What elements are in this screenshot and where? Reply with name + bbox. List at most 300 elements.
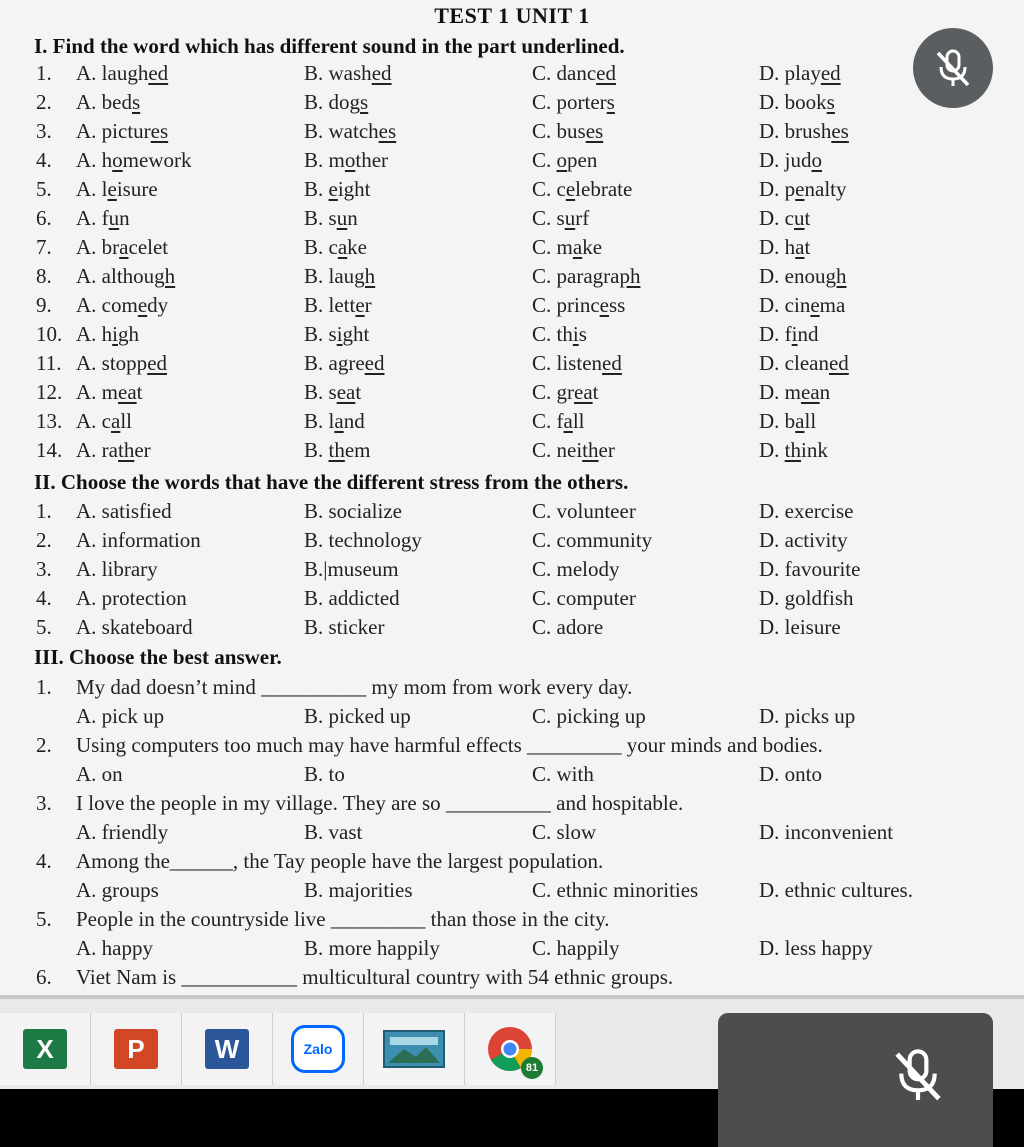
options-row [0, 936, 1024, 964]
underlined-part: i [572, 322, 579, 346]
answer-option [759, 177, 847, 202]
option-letter: C. [532, 177, 552, 201]
answer-option: D. inconvenient [759, 820, 894, 844]
underlined-part: e [565, 177, 576, 201]
word-suffix: er [598, 438, 615, 462]
question-number: 1. [36, 499, 52, 523]
word-suffix: isure [116, 177, 158, 201]
option-letter: D. [759, 119, 780, 143]
word-suffix: ma [819, 293, 846, 317]
word-suffix: n [819, 380, 831, 404]
word-prefix: com [101, 293, 138, 317]
underlined-part: i [112, 322, 119, 346]
option-letter: D. [759, 148, 780, 172]
answer-option [304, 235, 367, 260]
option-letter: D. [759, 61, 780, 85]
excel-app-button[interactable] [0, 1013, 91, 1085]
question-row [0, 528, 1024, 556]
answer-option [532, 90, 615, 115]
answer-option: B. more happily [304, 936, 440, 960]
answer-option: A. pick up [76, 704, 165, 728]
question-number: 7. [36, 235, 52, 259]
answer-option: D. goldfish [759, 586, 854, 610]
underlined-part: es [831, 119, 849, 143]
question-number: 9. [36, 293, 52, 317]
answer-option [759, 90, 835, 115]
word-prefix: stopp [101, 351, 148, 375]
answer-option [759, 264, 847, 289]
powerpoint-icon [114, 1029, 158, 1069]
option-letter: B. [304, 322, 324, 346]
word-app-button[interactable] [182, 1013, 273, 1085]
answer-option [304, 409, 365, 434]
question-text: Using computers too much may have harmful effects _________ your minds and bodies. [76, 733, 823, 757]
powerpoint-app-button[interactable] [91, 1013, 182, 1085]
word-prefix: s [328, 206, 337, 230]
answer-option [532, 148, 597, 173]
answer-option [304, 90, 368, 115]
word-prefix: b [784, 409, 796, 433]
word-prefix: porter [556, 90, 607, 114]
word-suffix: ll [572, 409, 585, 433]
answer-option: D. favourite [759, 557, 861, 581]
option-letter: B. [304, 235, 324, 259]
underlined-part: ea [574, 380, 593, 404]
underlined-part: th [582, 438, 599, 462]
word-suffix: t [804, 206, 811, 230]
answer-option [76, 177, 158, 202]
word-prefix: c [556, 177, 566, 201]
word-prefix: l [101, 177, 108, 201]
answer-option: D. less happy [759, 936, 873, 960]
answer-option: B. majorities [304, 878, 413, 902]
answer-option [76, 264, 175, 289]
option-letter: D. [759, 409, 780, 433]
underlined-part: e [599, 293, 609, 317]
underlined-part: i [336, 322, 343, 346]
word-prefix: ra [101, 438, 118, 462]
zalo-app-button[interactable] [273, 1013, 364, 1085]
question-number: 10. [36, 322, 63, 346]
underlined-part: th [328, 438, 345, 462]
word-prefix: f [101, 206, 109, 230]
answer-option: C. computer [532, 586, 636, 610]
badge-count: 81 [525, 1062, 539, 1074]
underlined-part: e [355, 293, 365, 317]
answer-option [532, 351, 622, 376]
word-prefix: althou [101, 264, 155, 288]
answer-option: C. ethnic minorities [532, 878, 699, 902]
question-number: 2. [36, 528, 52, 552]
word-suffix: t [355, 380, 362, 404]
question-number: 5. [36, 907, 52, 931]
question-row [0, 409, 1024, 437]
option-letter: C. [532, 293, 552, 317]
word-prefix: enou [784, 264, 826, 288]
option-letter: A. [76, 351, 97, 375]
option-letter: A. [76, 90, 97, 114]
answer-option [76, 119, 168, 144]
underlined-part: u [564, 206, 576, 230]
answer-option [759, 293, 845, 318]
section-1-heading: I. Find the word which has different sound in the part underlined. [34, 34, 625, 58]
option-letter: C. [532, 61, 552, 85]
question-number: 4. [36, 148, 52, 172]
question-number: 5. [36, 615, 52, 639]
answer-option [304, 293, 372, 318]
answer-option [304, 322, 369, 347]
underlined-part: ph [619, 264, 641, 288]
word-prefix: c [784, 206, 794, 230]
word-prefix: bed [101, 90, 132, 114]
option-letter: C. [532, 438, 552, 462]
answer-option [759, 235, 810, 260]
answer-option [304, 148, 388, 173]
answer-option: C. with [532, 762, 594, 786]
answer-option [532, 206, 589, 231]
option-letter: D. [759, 293, 780, 317]
options-row [0, 878, 1024, 906]
word-prefix: h [101, 148, 113, 172]
question-row [0, 733, 1024, 761]
question-row [0, 965, 1024, 993]
question-row [0, 675, 1024, 703]
question-number: 4. [36, 586, 52, 610]
answer-option: D. ethnic cultures. [759, 878, 913, 902]
answer-option [759, 61, 841, 86]
word-prefix: brush [784, 119, 832, 143]
section-3-heading: III. Choose the best answer. [34, 645, 282, 669]
underlined-part: gh [354, 264, 376, 288]
word-prefix: c [101, 409, 111, 433]
option-letter: A. [76, 409, 97, 433]
answer-option [76, 148, 192, 173]
underlined-part: s [826, 90, 835, 114]
mic-overlay-panel[interactable] [718, 1013, 993, 1147]
answer-option [304, 351, 384, 376]
mic-off-icon [930, 45, 976, 91]
answer-option [304, 61, 392, 86]
answer-option: D. activity [759, 528, 848, 552]
underlined-part: s [606, 90, 615, 114]
answer-option [304, 438, 371, 463]
answer-option [76, 380, 143, 405]
underlined-part: a [111, 409, 121, 433]
underlined-part: o [811, 148, 823, 172]
option-letter: C. [532, 206, 552, 230]
question-number: 12. [36, 380, 63, 404]
answer-option: D. picks up [759, 704, 856, 728]
word-suffix: ink [801, 438, 828, 462]
answer-option [304, 119, 396, 144]
word-prefix: jud [784, 148, 812, 172]
question-text: People in the countryside live _________ than those in the city. [76, 907, 610, 931]
notification-badge [521, 1057, 543, 1079]
underlined-part: es [150, 119, 169, 143]
option-letter: D. [759, 438, 780, 462]
answer-option [759, 119, 849, 144]
option-letter: B. [304, 61, 324, 85]
underlined-part: s [360, 90, 369, 114]
option-letter: C. [532, 409, 552, 433]
option-letter: C. [532, 380, 552, 404]
option-letter: D. [759, 380, 780, 404]
word-suffix: er [134, 438, 151, 462]
answer-option: C. picking up [532, 704, 646, 728]
word-prefix: listen [556, 351, 603, 375]
option-letter: B. [304, 206, 324, 230]
answer-option: A. information [76, 528, 201, 552]
option-letter: C. [532, 90, 552, 114]
answer-option [76, 322, 139, 347]
answer-option [304, 264, 375, 289]
answer-option [759, 409, 816, 434]
word-suffix: ll [804, 409, 817, 433]
answer-option [759, 351, 849, 376]
underlined-part: a [119, 235, 129, 259]
answer-option: B. addicted [304, 586, 400, 610]
answer-option: B. picked up [304, 704, 411, 728]
question-number: 6. [36, 206, 52, 230]
question-number: 8. [36, 264, 52, 288]
answer-option: A. groups [76, 878, 159, 902]
option-letter: B. [304, 264, 324, 288]
option-letter: C. [532, 119, 552, 143]
question-number: 1. [36, 61, 52, 85]
answer-option [76, 90, 140, 115]
answer-option: C. melody [532, 557, 620, 581]
underlined-part: es [378, 119, 397, 143]
answer-option: D. leisure [759, 615, 841, 639]
word-prefix: dog [328, 90, 361, 114]
answer-option: C. happily [532, 936, 620, 960]
underlined-part: ed [820, 61, 841, 85]
option-letter: C. [532, 351, 552, 375]
question-number: 3. [36, 557, 52, 581]
word-suffix: ght [342, 322, 370, 346]
word-prefix: princ [556, 293, 600, 317]
underlined-part: ed [371, 61, 392, 85]
zalo-icon [291, 1025, 345, 1073]
option-letter: B. [304, 90, 324, 114]
word-suffix: s [578, 322, 587, 346]
question-number: 3. [36, 791, 52, 815]
question-text: Viet Nam is ___________ multicultural country with 54 ethnic groups. [76, 965, 674, 989]
options-row [0, 820, 1024, 848]
option-letter: D. [759, 206, 780, 230]
muted-mic-button[interactable] [913, 28, 993, 108]
option-letter: A. [76, 61, 97, 85]
word-prefix: br [101, 235, 120, 259]
word-prefix: h [101, 322, 113, 346]
question-row [0, 264, 1024, 292]
answer-option: C. slow [532, 820, 597, 844]
answer-option: C. volunteer [532, 499, 636, 523]
word-prefix: nei [556, 438, 583, 462]
underlined-part: e [137, 293, 148, 317]
question-number: 4. [36, 849, 52, 873]
option-letter: A. [76, 177, 97, 201]
underlined-part: i [791, 322, 798, 346]
question-text: My dad doesn’t mind __________ my mom from work every day. [76, 675, 633, 699]
answer-option: B.|museum [304, 557, 399, 581]
underlined-part: e [107, 177, 117, 201]
answer-option: B. vast [304, 820, 363, 844]
word-prefix: p [784, 177, 796, 201]
answer-option: A. happy [76, 936, 153, 960]
underlined-part: e [328, 177, 338, 201]
option-letter: D. [759, 177, 780, 201]
answer-option: B. to [304, 762, 345, 786]
option-letter: A. [76, 264, 97, 288]
question-number: 14. [36, 438, 63, 462]
underlined-part: u [794, 206, 805, 230]
word-suffix: gh [118, 322, 140, 346]
option-letter: B. [304, 438, 324, 462]
underlined-part: ed [147, 351, 168, 375]
question-row [0, 380, 1024, 408]
answer-option [532, 235, 602, 260]
answer-option: A. satisfied [76, 499, 172, 523]
question-row [0, 438, 1024, 466]
question-number: 1. [36, 675, 52, 699]
option-letter: B. [304, 293, 324, 317]
underlined-part: s [132, 90, 141, 114]
option-letter: A. [76, 206, 97, 230]
answer-option [532, 438, 615, 463]
option-letter: D. [759, 235, 780, 259]
option-letter: B. [304, 177, 324, 201]
word-prefix: m [556, 235, 573, 259]
word-icon [205, 1029, 249, 1069]
question-row [0, 61, 1024, 89]
underlined-part: a [795, 409, 805, 433]
word-prefix: s [328, 322, 337, 346]
question-row [0, 293, 1024, 321]
answer-option [532, 293, 625, 318]
underlined-part: ed [828, 351, 849, 375]
answer-option [532, 61, 616, 86]
option-letter: A. [76, 438, 97, 462]
answer-option [532, 177, 632, 202]
word-prefix: h [784, 235, 796, 259]
option-letter: D. [759, 90, 780, 114]
option-letter: A. [76, 322, 97, 346]
option-letter: B. [304, 409, 324, 433]
question-row [0, 499, 1024, 527]
answer-option [304, 177, 371, 202]
word-prefix: cin [784, 293, 811, 317]
underlined-part: o [556, 148, 568, 172]
option-letter: A. [76, 293, 97, 317]
question-row [0, 90, 1024, 118]
answer-option: A. library [76, 557, 158, 581]
image-viewer-icon [382, 1029, 446, 1069]
answer-option [532, 119, 603, 144]
answer-option: B. technology [304, 528, 422, 552]
word-prefix: m [101, 380, 119, 404]
answer-option [532, 264, 640, 289]
question-row [0, 206, 1024, 234]
question-text: I love the people in my village. They are so __________ and hospitable. [76, 791, 684, 815]
word-prefix: wash [328, 61, 372, 85]
chrome-app-button[interactable] [465, 1013, 556, 1085]
underlined-part: es [585, 119, 604, 143]
underlined-part: ed [148, 61, 169, 85]
word-prefix: bus [556, 119, 586, 143]
underlined-part: th [118, 438, 135, 462]
option-letter: A. [76, 148, 97, 172]
answer-option [759, 322, 819, 347]
word-prefix: s [556, 206, 565, 230]
option-letter: A. [76, 235, 97, 259]
image-viewer-app-button[interactable] [364, 1013, 465, 1085]
question-number: 5. [36, 177, 52, 201]
word-suffix: celet [128, 235, 169, 259]
answer-option [759, 148, 822, 173]
powerpoint-label: P [127, 1033, 145, 1064]
word-prefix: play [784, 61, 821, 85]
answer-option: D. onto [759, 762, 822, 786]
answer-option [304, 380, 361, 405]
underlined-part: ed [364, 351, 385, 375]
underlined-part: ea [336, 380, 356, 404]
answer-option [76, 409, 132, 434]
word-suffix: t [136, 380, 143, 404]
word-prefix: lett [328, 293, 356, 317]
question-row [0, 322, 1024, 350]
option-letter: A. [76, 380, 97, 404]
word-prefix: l [328, 409, 335, 433]
underlined-part: gh [825, 264, 847, 288]
option-letter: B. [304, 119, 324, 143]
answer-option: A. on [76, 762, 123, 786]
word-prefix: pictur [101, 119, 151, 143]
word-suffix: em [344, 438, 371, 462]
word-prefix: f [784, 322, 792, 346]
underlined-part: o [112, 148, 123, 172]
underlined-part: ea [801, 380, 820, 404]
word-suffix: dy [147, 293, 169, 317]
answer-option [76, 206, 130, 231]
word-prefix: danc [556, 61, 597, 85]
answer-option: C. adore [532, 615, 604, 639]
answer-option: B. socialize [304, 499, 402, 523]
question-row [0, 907, 1024, 935]
question-number: 11. [36, 351, 62, 375]
word-prefix: f [556, 409, 564, 433]
word-suffix: rf [575, 206, 590, 230]
word-prefix: watch [328, 119, 379, 143]
word-suffix: nd [797, 322, 819, 346]
option-letter: C. [532, 264, 552, 288]
answer-option [532, 322, 587, 347]
underlined-part: a [563, 409, 573, 433]
word-prefix: s [328, 380, 337, 404]
question-row [0, 119, 1024, 147]
underlined-part: th [784, 438, 802, 462]
word-prefix: gr [556, 380, 575, 404]
underlined-part: o [344, 148, 356, 172]
question-row [0, 615, 1024, 643]
question-row [0, 177, 1024, 205]
word-suffix: lebrate [575, 177, 633, 201]
word-prefix: book [784, 90, 827, 114]
answer-option [759, 206, 810, 231]
answer-option: A. friendly [76, 820, 169, 844]
answer-option [76, 351, 167, 376]
question-row [0, 235, 1024, 263]
